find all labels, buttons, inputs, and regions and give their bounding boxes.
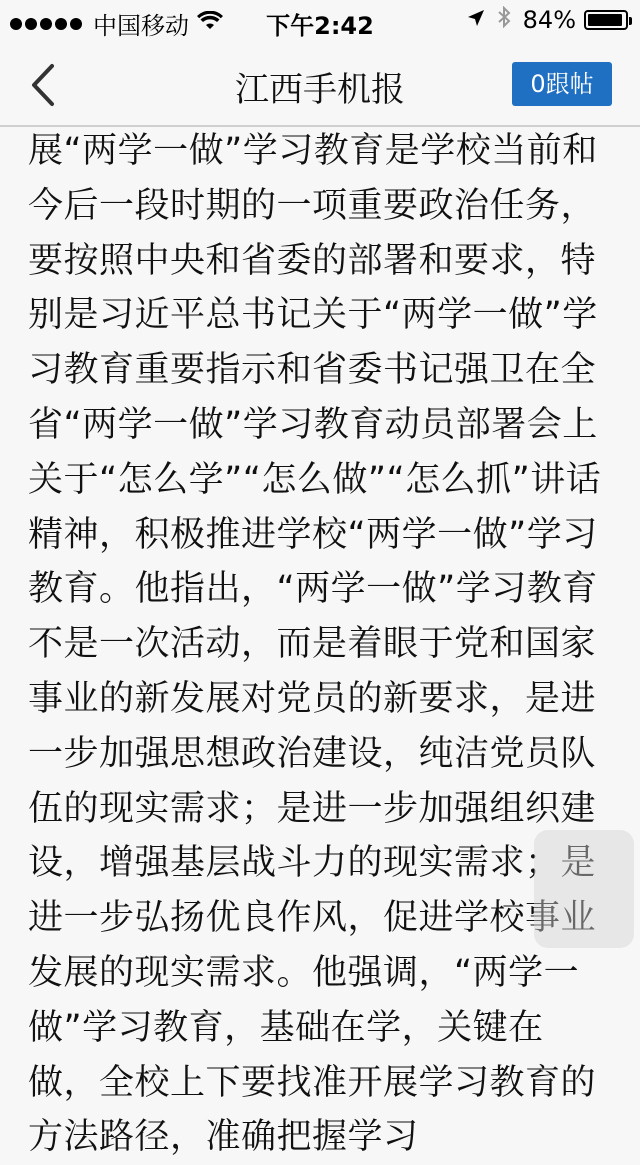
article-body: 展“两学一做”学习教育是学校当前和今后一段时期的一项重要政治任务，要按照中央和省委的部署和要求，特别是习近平总书记关于“两学一做”学习教育重要指示和省委书记强卫在全省“两学一做”学习教育动员部署会上关于“怎么学”“怎么做”“怎么抓”讲话精神，积极推进学校“两学一做”学习教育。他指出，“两学一做”学习教育不是一次活动，而是着眼于党和国家事业的新发展对党员的新要求，是进一步加强思想政治建设，纯洁党员队伍的现实需求；是进一步加强组织建设，增强基层战斗力的现实需求；是进一步弘扬优良作风，促进学校事业发展的现实需求。他强调，“两学一做”学习教育，基础在学，关键在做，全校上下要找准开展学习教育的方法路径，准确把握学习 [28, 131, 602, 1158]
battery-icon [584, 10, 628, 30]
floating-overlay-button[interactable] [534, 830, 634, 948]
page-title: 江西手机报 [235, 70, 405, 110]
reply-count-button[interactable]: 0跟帖 [512, 62, 612, 106]
status-time: 下午2:42 [266, 12, 374, 40]
location-arrow-icon [467, 8, 485, 32]
carrier-name: 中国移动 [93, 12, 189, 40]
battery-percent: 84% [522, 6, 576, 34]
navigation-bar [0, 40, 640, 127]
status-bar [0, 0, 640, 40]
bluetooth-icon [497, 6, 511, 34]
status-right [467, 6, 628, 34]
